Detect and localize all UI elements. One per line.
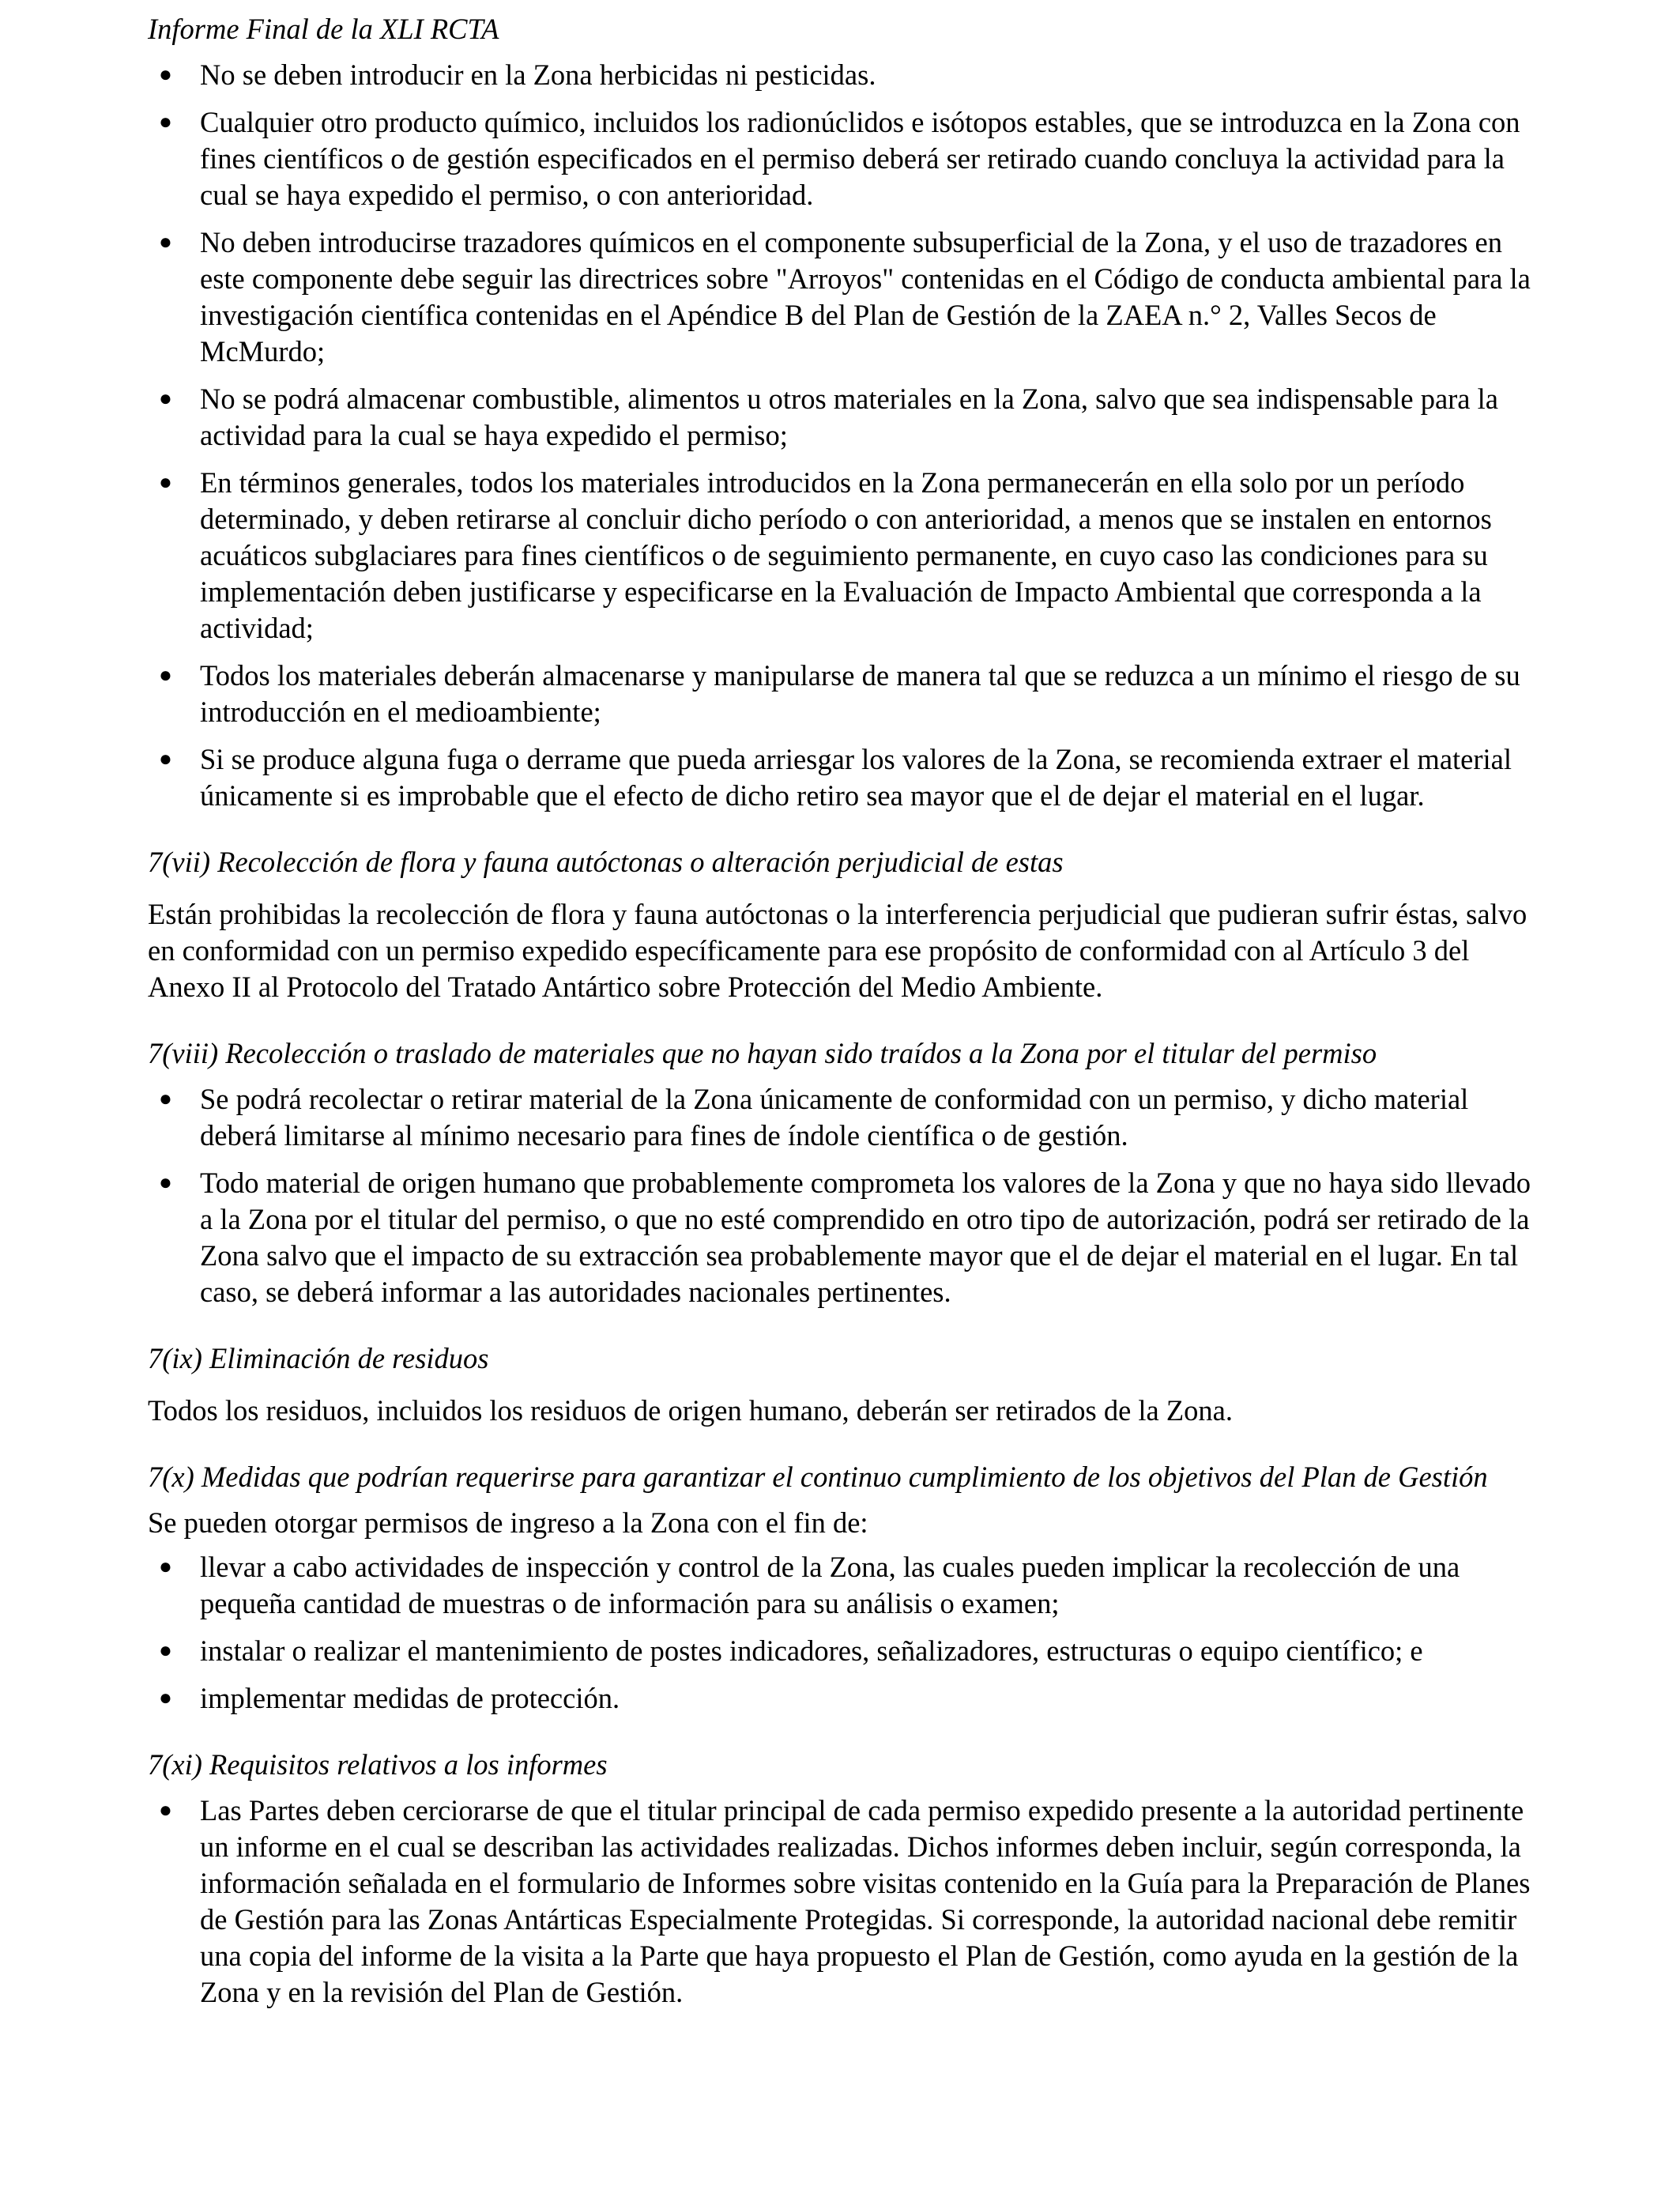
list-item <box>148 1633 1539 1669</box>
list-item <box>148 1793 1539 2011</box>
list-item <box>148 1680 1539 1717</box>
bullet-icon: ● <box>159 230 172 254</box>
section-ix-paragraph: Todos los residuos, incluidos los residuos de origen humano, deberán ser retirados de la Zona. <box>148 1394 1233 1427</box>
bullet-list-xi <box>148 1793 1539 2011</box>
list-item-text: En términos generales, todos los materiales introducidos en la Zona permanecerán en ella solo por un período determinado, y deben retirarse al concluir dicho período o con anterioridad, a menos que se instalen en entornos acuáticos subglaciares para fines científicos o de seguimiento permanente, en cuyo caso las condiciones para su implementación deben justificarse y especificarse en la Evaluación de Impacto Ambiental que corresponda a la actividad; <box>200 466 1492 644</box>
list-item <box>148 1081 1539 1154</box>
list-item-text: llevar a cabo actividades de inspección y control de la Zona, las cuales pueden implicar la recolección de una pequeña cantidad de muestras o de información para su análisis o examen; <box>200 1551 1460 1619</box>
list-item-text: implementar medidas de protección. <box>200 1682 620 1714</box>
list-item-text: No se deben introducir en la Zona herbicidas ni pesticidas. <box>200 58 876 91</box>
bullet-icon: ● <box>159 1686 172 1710</box>
list-item-text: Todos los materiales deberán almacenarse y manipularse de manera tal que se reduzca a un mínimo el riesgo de su introducción en el medioambiente; <box>200 659 1520 728</box>
bullet-icon: ● <box>159 62 172 87</box>
bullet-icon: ● <box>159 1555 172 1579</box>
bullet-icon: ● <box>159 663 172 688</box>
bullet-icon: ● <box>159 1638 172 1663</box>
bullet-list-viii <box>148 1081 1539 1310</box>
list-item-text: Se podrá recolectar o retirar material de la Zona únicamente de conformidad con un permiso, y dicho material deberá limitarse al mínimo necesario para fines de índole científica o de gestión. <box>200 1083 1469 1152</box>
section-x-intro: Se pueden otorgar permisos de ingreso a la Zona con el fin de: <box>148 1506 868 1539</box>
list-item-text: instalar o realizar el mantenimiento de postes indicadores, señalizadores, estructuras o equipo científico; e <box>200 1634 1423 1667</box>
list-item <box>148 1165 1539 1310</box>
bullet-icon: ● <box>159 386 172 411</box>
section-heading-x: 7(x) Medidas que podrían requerirse para garantizar el continuo cumplimiento de los objetivos del Plan de Gestión <box>148 1461 1488 1493</box>
list-item <box>148 104 1539 213</box>
list-item-text: No se podrá almacenar combustible, alimentos u otros materiales en la Zona, salvo que sea indispensable para la actividad para la cual se haya expedido el permiso; <box>200 383 1498 451</box>
section-heading-vii: 7(vii) Recolección de flora y fauna autóctonas o alteración perjudicial de estas <box>148 846 1064 878</box>
list-item <box>148 658 1539 730</box>
list-item <box>148 1549 1539 1622</box>
list-item-text: Cualquier otro producto químico, incluidos los radionúclidos e isótopos estables, que se introduzca en la Zona con fines científicos o de gestión especificados en el permiso deberá ser retirado cuando concluya la actividad para la cual se haya expedido el permiso, o con anterioridad. <box>200 106 1520 211</box>
section-vii-paragraph: Están prohibidas la recolección de flora y fauna autóctonas o la interferencia perjudicial que pudieran sufrir éstas, salvo en conformidad con un permiso expedido específicamente para ese propósito de conformidad con al Artículo 3 del Anexo II al Protocolo del Tratado Antártico sobre Protección del Medio Ambiente. <box>148 898 1527 1003</box>
list-item <box>148 57 1539 93</box>
list-item <box>148 224 1539 370</box>
section-heading-viii: 7(viii) Recolección o traslado de materiales que no hayan sido traídos a la Zona por el titular del permiso <box>148 1037 1377 1069</box>
list-item <box>148 465 1539 647</box>
bullet-icon: ● <box>159 1087 172 1111</box>
bullet-icon: ● <box>159 110 172 134</box>
list-item <box>148 381 1539 454</box>
running-header: Informe Final de la XLI RCTA <box>148 13 499 45</box>
bullet-icon: ● <box>159 470 172 495</box>
list-item-text: Las Partes deben cerciorarse de que el titular principal de cada permiso expedido presente a la autoridad pertinente un informe en el cual se describan las actividades realizadas. Dichos informes deben incluir, según corresponda, la información señalada en el formulario de Informes sobre visitas contenido en la Guía para la Preparación de Planes de Gestión para las Zonas Antárticas Especialmente Protegidas. Si corresponde, la autoridad nacional debe remitir una copia del informe de la visita a la Parte que haya propuesto el Plan de Gestión, como ayuda en la gestión de la Zona y en la revisión del Plan de Gestión. <box>200 1794 1531 2008</box>
bullet-icon: ● <box>159 747 172 771</box>
document-page <box>148 11 1539 2022</box>
list-item-text: No deben introducirse trazadores químicos en el componente subsuperficial de la Zona, y el uso de trazadores en este componente debe seguir las directrices sobre "Arroyos" contenidas en el Código de conducta ambiental para la investigación científica contenidas en el Apéndice B del Plan de Gestión de la ZAEA n.° 2, Valles Secos de McMurdo; <box>200 226 1531 368</box>
bullet-icon: ● <box>159 1171 172 1195</box>
bullet-list-x <box>148 1549 1539 1717</box>
list-item <box>148 741 1539 814</box>
list-item-text: Todo material de origen humano que probablemente comprometa los valores de la Zona y que no haya sido llevado a la Zona por el titular del permiso, o que no esté comprendido en otro tipo de autorización, podrá ser retirado de la Zona salvo que el impacto de su extracción sea probablemente mayor que el de dejar el material en el lugar. En tal caso, se deberá informar a las autoridades nacionales pertinentes. <box>200 1167 1531 1308</box>
list-item-text: Si se produce alguna fuga o derrame que pueda arriesgar los valores de la Zona, se recomienda extraer el material únicamente si es improbable que el efecto de dicho retiro sea mayor que el de dejar el material en el lugar. <box>200 743 1512 812</box>
section-heading-xi: 7(xi) Requisitos relativos a los informes <box>148 1748 608 1781</box>
section-heading-ix: 7(ix) Eliminación de residuos <box>148 1342 489 1374</box>
bullet-icon: ● <box>159 1798 172 1823</box>
bullet-list-materials <box>148 57 1539 814</box>
